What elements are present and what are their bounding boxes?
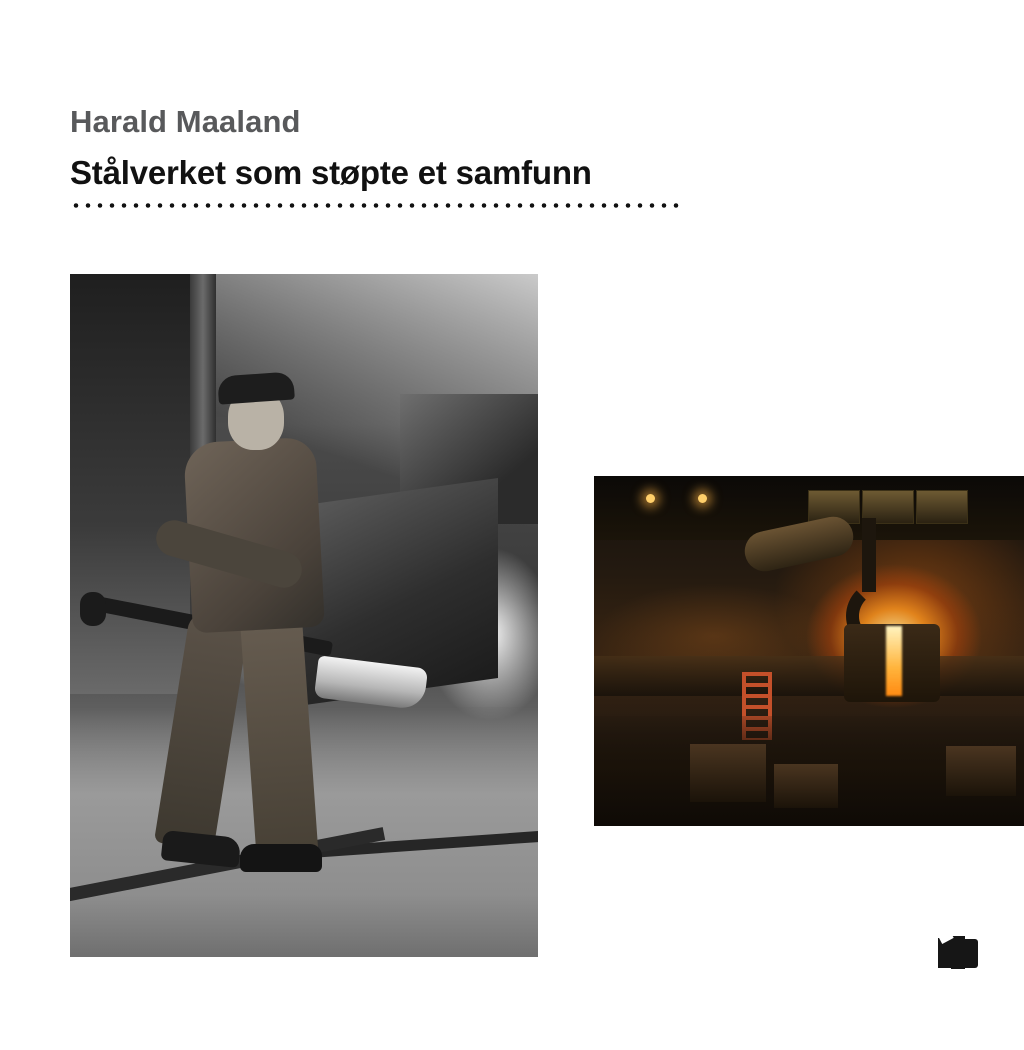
dotted-divider bbox=[70, 202, 684, 209]
hall-window bbox=[916, 490, 968, 524]
worker-boot-right bbox=[240, 844, 322, 872]
furnace-platform bbox=[594, 656, 1024, 696]
worker-cap bbox=[217, 371, 295, 404]
floor-equipment bbox=[690, 744, 766, 802]
shovel-grip bbox=[80, 592, 106, 626]
title-block bbox=[70, 104, 710, 209]
furnace-color-photo bbox=[594, 476, 1024, 826]
ceiling-lamp bbox=[646, 494, 655, 503]
worker-boot-left bbox=[161, 830, 242, 868]
bw-worker-figure bbox=[140, 366, 390, 926]
worker-leg-left bbox=[154, 609, 250, 851]
ceiling-lamp bbox=[698, 494, 707, 503]
worker-legs bbox=[166, 612, 336, 862]
author-name: Harald Maaland bbox=[70, 104, 301, 139]
floor-equipment bbox=[946, 746, 1016, 796]
page-title: Stålverket som støpte et samfunn bbox=[70, 153, 592, 191]
worker-leg-right bbox=[240, 610, 319, 858]
molten-metal-pour bbox=[886, 626, 902, 696]
publisher-logo bbox=[938, 936, 980, 970]
steelworker-bw-photo bbox=[70, 274, 538, 957]
logo-block-right bbox=[963, 939, 978, 968]
floor-equipment bbox=[774, 764, 838, 808]
